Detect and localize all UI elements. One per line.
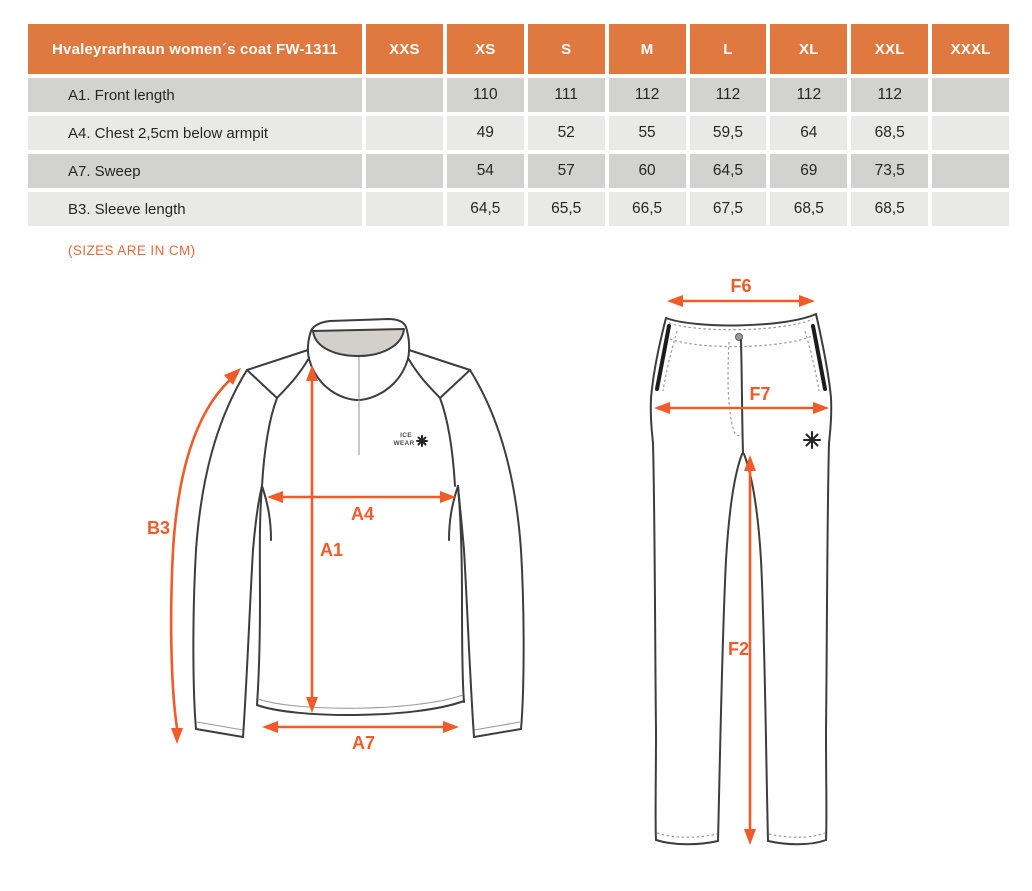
- size-column-header-m: M: [609, 24, 686, 74]
- table-cell: 68,5: [851, 192, 928, 226]
- measurement-label-a4: A4: [351, 504, 375, 524]
- table-cell: 73,5: [851, 154, 928, 188]
- table-cell: 112: [770, 78, 847, 112]
- row-label-a4: A4. Chest 2,5cm below armpit: [28, 116, 362, 150]
- table-cell: 54: [447, 154, 524, 188]
- measurement-label-f2: F2: [728, 639, 750, 659]
- a1-measure-arrow: [306, 365, 318, 713]
- table-cell: 66,5: [609, 192, 686, 226]
- measurement-label-f7: F7: [749, 384, 771, 404]
- pants-fly-stitch: [728, 342, 741, 436]
- pants-waist-top: [666, 314, 816, 325]
- size-column-header-xs: XS: [447, 24, 524, 74]
- table-cell: 57: [528, 154, 605, 188]
- row-label-b3: B3. Sleeve length: [28, 192, 362, 226]
- table-cell: 69: [770, 154, 847, 188]
- a4-measure-arrow: [267, 491, 456, 503]
- table-cell: 64,5: [447, 192, 524, 226]
- pants-center-front: [741, 340, 743, 453]
- b3-measure-arrow: [171, 368, 241, 744]
- size-column-header-xl: XL: [770, 24, 847, 74]
- table-cell: 60: [609, 154, 686, 188]
- jacket-body-left-side: [257, 486, 262, 705]
- snowflake-icon: [417, 436, 427, 446]
- table-cell: 52: [528, 116, 605, 150]
- table-cell: 59,5: [690, 116, 767, 150]
- table-cell: 68,5: [851, 116, 928, 150]
- table-cell: 111: [528, 78, 605, 112]
- icewear-logo-text-ice: ICE: [400, 432, 412, 439]
- table-cell: 55: [609, 116, 686, 150]
- sizes-unit-note: (SIZES ARE IN CM): [68, 243, 196, 258]
- pants-left-outer: [651, 318, 666, 840]
- table-cell: 65,5: [528, 192, 605, 226]
- row-label-a1: A1. Front length: [28, 78, 362, 112]
- measurement-label-a1: A1: [320, 540, 344, 560]
- size-column-header-xxl: XXL: [851, 24, 928, 74]
- table-cell: 49: [447, 116, 524, 150]
- pants-left-pocket: [657, 326, 669, 389]
- table-cell: 68,5: [770, 192, 847, 226]
- table-cell: 64: [770, 116, 847, 150]
- jacket-diagram: [147, 319, 524, 753]
- measurement-label-a7: A7: [352, 733, 376, 753]
- snowflake-icon: [804, 432, 820, 448]
- size-column-header-xxs: XXS: [366, 24, 443, 74]
- size-column-header-l: L: [690, 24, 767, 74]
- size-column-header-s: S: [528, 24, 605, 74]
- table-cell: 112: [690, 78, 767, 112]
- jacket-right-sleeve: [470, 370, 524, 729]
- table-title: Hvaleyrarhraun women´s coat FW-1311: [28, 24, 362, 74]
- table-cell: 112: [851, 78, 928, 112]
- table-cell: 112: [609, 78, 686, 112]
- pants-right-pocket: [813, 326, 825, 389]
- table-cell: 110: [447, 78, 524, 112]
- pants-right-outer: [816, 314, 831, 840]
- jacket-collar-inner: [313, 329, 404, 356]
- a7-measure-arrow: [262, 721, 459, 733]
- icewear-logo-text-wear: WEAR: [393, 440, 415, 447]
- f6-measure-arrow: [667, 295, 815, 307]
- size-column-header-xxxl: XXXL: [932, 24, 1009, 74]
- table-cell: 67,5: [690, 192, 767, 226]
- measurement-label-b3: B3: [147, 518, 171, 538]
- icewear-logo: [393, 432, 427, 447]
- jacket-left-sleeve: [193, 370, 247, 729]
- pants-diagram: [651, 276, 832, 845]
- measurement-label-f6: F6: [730, 276, 752, 296]
- table-cell: 64,5: [690, 154, 767, 188]
- row-label-a7: A7. Sweep: [28, 154, 362, 188]
